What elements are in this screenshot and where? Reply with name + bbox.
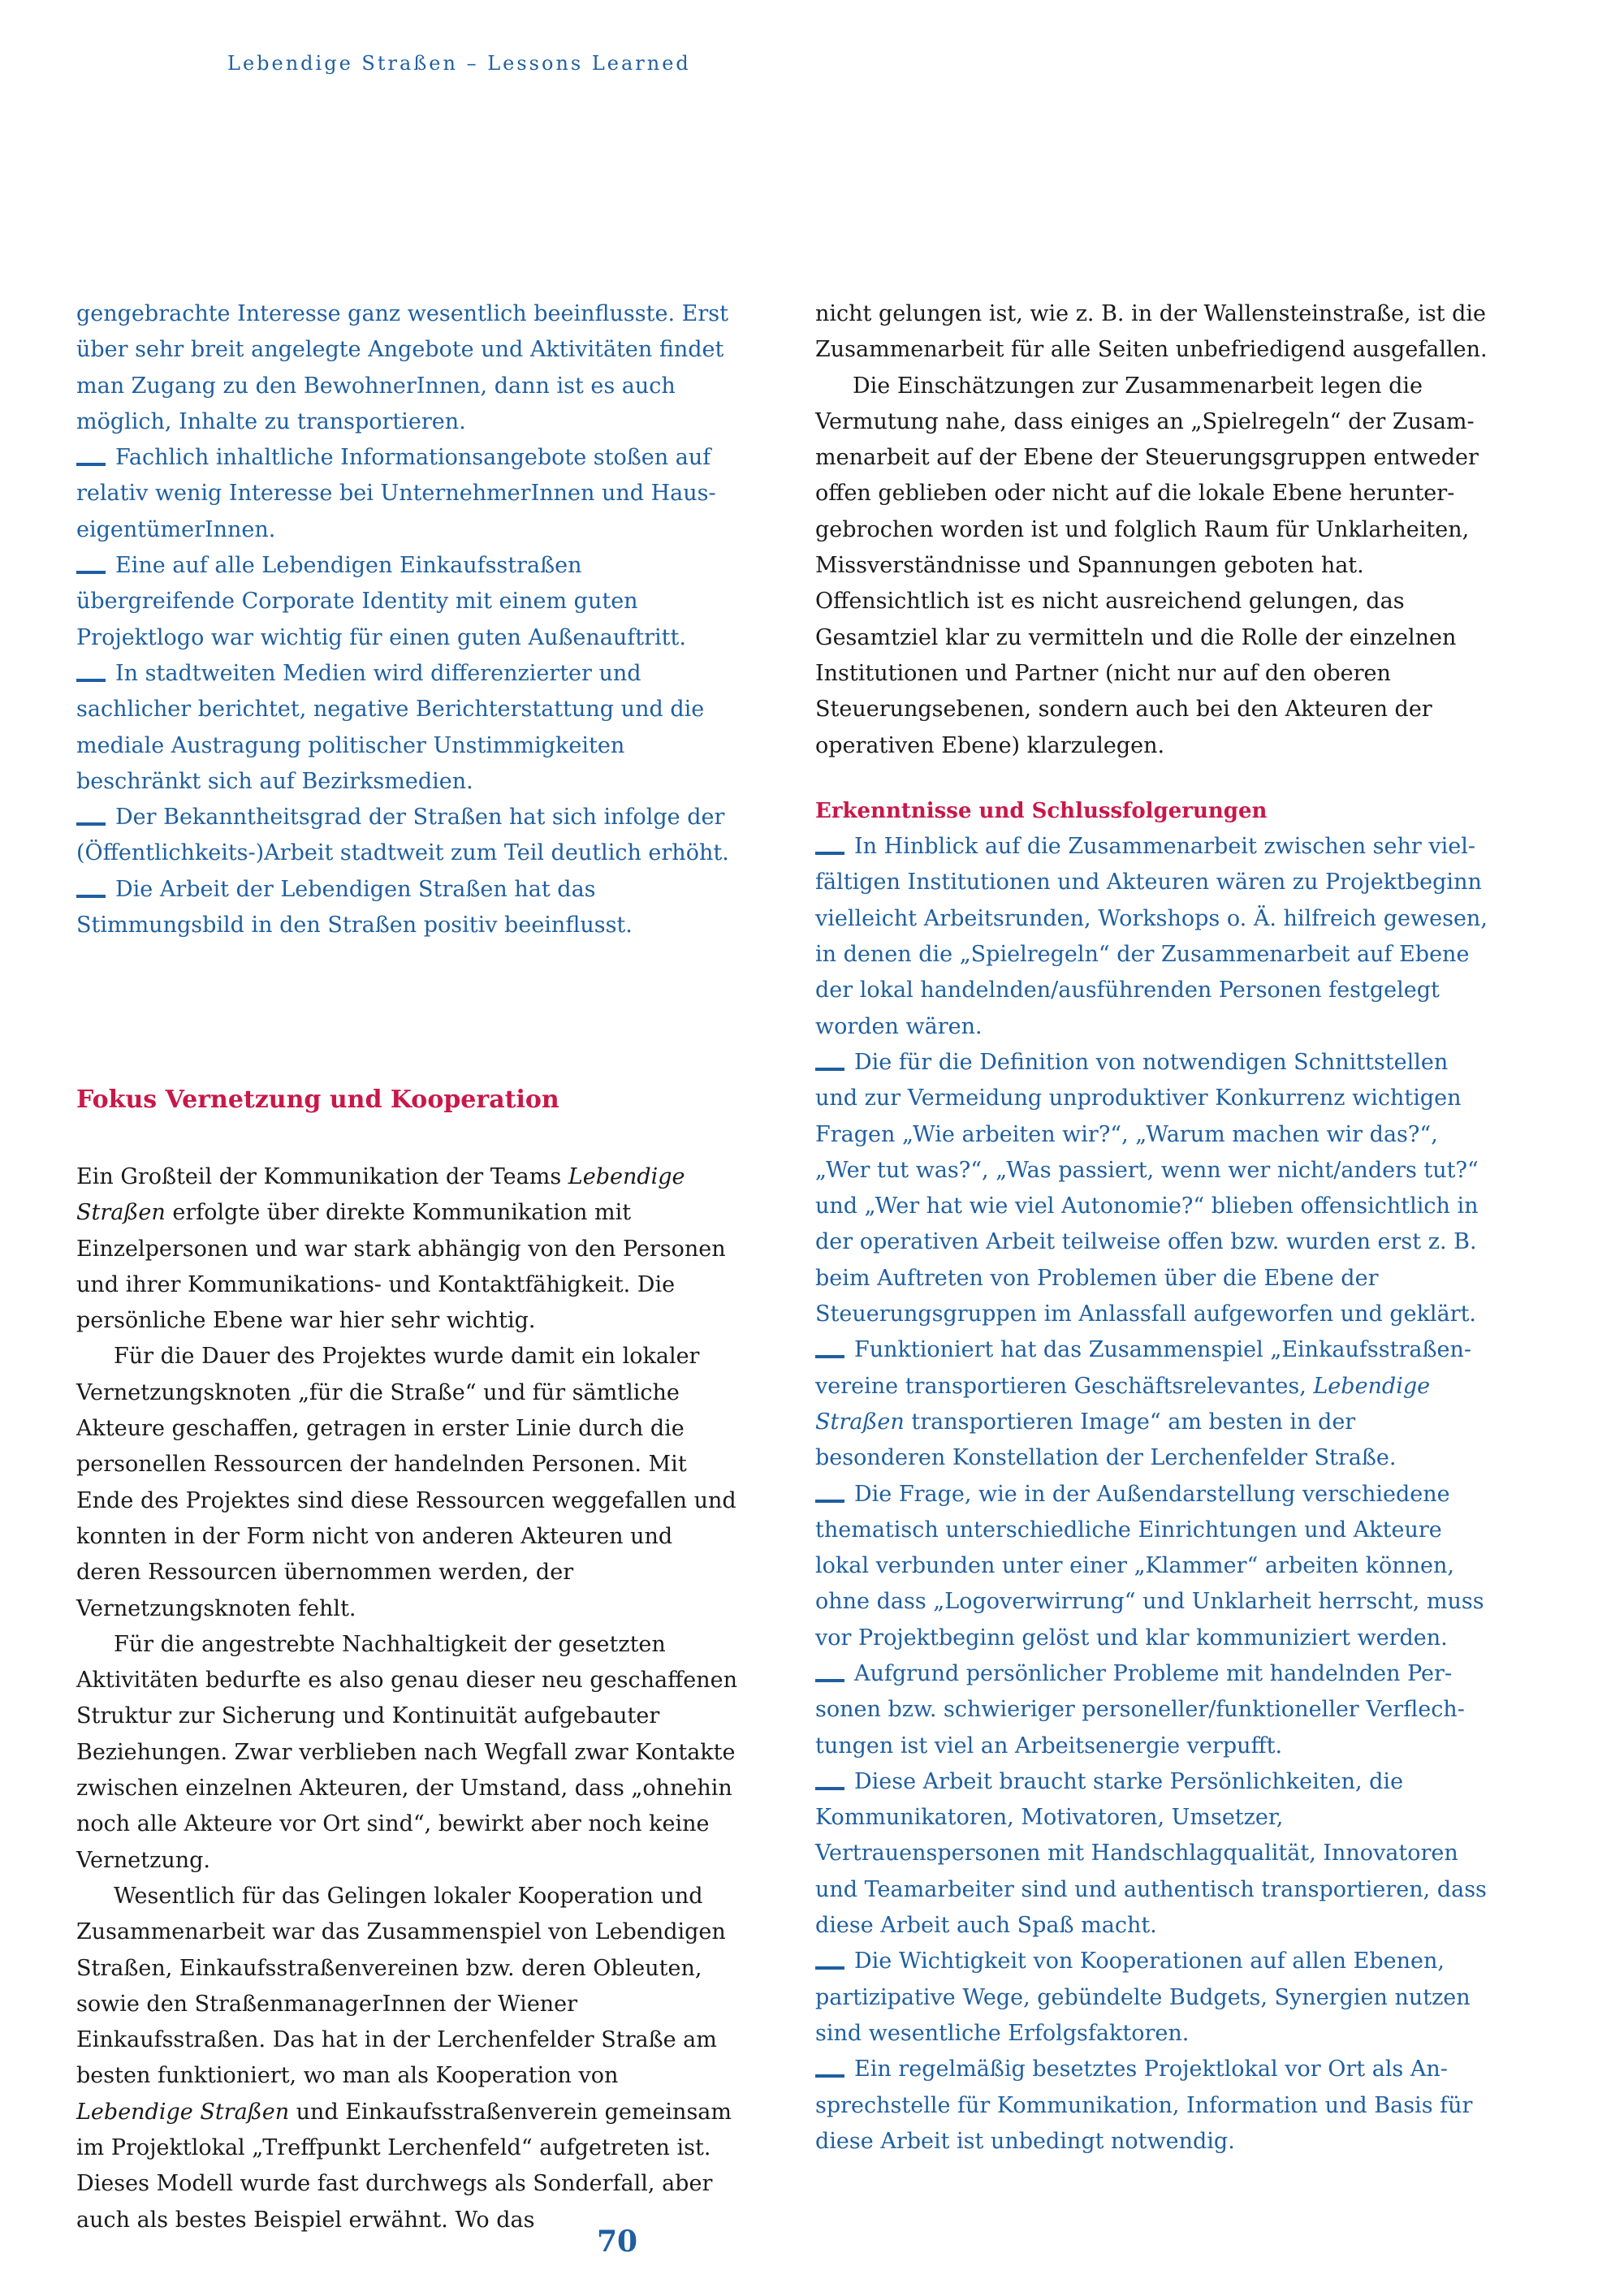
list-item: Aufgrund persönlicher Probleme mit handelnden Personen bzw. schwieriger personeller/funktioneller Verflechtungen ist viel an Arbeitsenergie verpufft. (815, 1660, 1465, 1759)
left-column-body (76, 1159, 739, 2238)
dash-bullet-icon (815, 1068, 844, 1071)
dash-bullet-icon (815, 1500, 844, 1503)
dash-bullet-icon (815, 1966, 844, 1970)
body-paragraph: Ein Großteil der Kommunikation der Teams Lebendige Straßen erfolgte über direkte Kommunikation mit Einzelpersonen und war stark abhängig von den Personen und ihrer Kommunikations- und Kontaktfähigkeit. Die persönliche Ebene war hier sehr wichtig. (76, 1164, 726, 1334)
list-item: Die Frage, wie in der Außendarstellung verschiedene thematisch unterschiedliche Einrichtungen und Akteure lokal verbunden unter einer „Klammer“ arbeiten können, ohne dass „Logoverwirrung“ und Unklarheit herrscht, muss vor Projektbeginn gelöst und klar kommuniziert werden. (815, 1481, 1484, 1651)
dash-bullet-icon (76, 571, 106, 574)
dash-bullet-icon (76, 895, 106, 898)
running-head: Lebendige Straßen – Lessons Learned (227, 52, 691, 75)
dash-bullet-icon (815, 1787, 844, 1790)
body-paragraph: nicht gelungen ist, wie z. B. in der Wallensteinstraße, ist die Zusammenarbeit für alle Seiten unbefriedigend ausgefallen. (815, 301, 1488, 363)
section-title: Fokus Vernetzung und Kooperation (76, 1085, 559, 1114)
right-column (815, 296, 1488, 2160)
list-item: Funktioniert hat das Zusammenspiel „Einkaufsstraßenvereine transportieren Geschäftsrelevantes, Lebendige Straßen transportieren Image“ am besten in der besonderen Konstellation der Lerchenfelder Straße. (815, 1337, 1471, 1471)
dash-bullet-icon (815, 2074, 844, 2078)
list-item: Fachlich inhaltliche Informationsangebote stoßen auf relativ wenig Interesse bei UnternehmerInnen und HauseigentümerInnen. (76, 445, 716, 542)
list-item: In Hinblick auf die Zusammenarbeit zwischen sehr vielfältigen Institutionen und Akteuren wären zu Projektbeginn vielleicht Arbeitsrunden, Workshops o. Ä. hilfreich gewesen, in denen die „Spielregeln“ der Zusammenarbeit auf Ebene der lokal handelnden/ausführenden Personen festgelegt worden wären. (815, 834, 1488, 1039)
list-item: Die für die Definition von notwendigen Schnittstellen und zur Vermeidung unproduktiver Konkurrenz wichtigen Fragen „Wie arbeiten wir?“, „Warum machen wir das?“, „Wer tut was?“, „Was passiert, wenn wer nicht/anders tut?“ und „Wer hat wie viel Autonomie?“ blieben offensichtlich in der operativen Arbeit teilweise offen bzw. wurden erst z. B. beim Auftreten von Problemen über die Ebene der Steuerungsgruppen im Anlassfall aufgeworfen und geklärt. (815, 1049, 1479, 1327)
list-item: Eine auf alle Lebendigen Einkaufsstraßen übergreifende Corporate Identity mit einem guten Projektlogo war wichtig für einen guten Außenauftritt. (76, 553, 686, 650)
subheading: Erkenntnisse und Schlussfolgerungen (815, 798, 1268, 823)
dash-bullet-icon (815, 1679, 844, 1682)
list-item: Die Wichtigkeit von Kooperationen auf allen Ebenen, partizipative Wege, gebündelte Budgets, Synergien nutzen sind wesentliche Erfolgsfaktoren. (815, 1949, 1471, 2046)
conclusions-list (815, 829, 1488, 2160)
body-paragraph: Für die Dauer des Projektes wurde damit ein lokaler Vernetzungsknoten „für die Straße“ und für sämtliche Akteure geschaffen, getragen in erster Linie durch die personellen Ressourcen der handelnden Personen. Mit Ende des Projektes sind diese Ressourcen weggefallen und konnten in der Form nicht von anderen Akteuren und deren Ressourcen übernommen werden, der Vernetzungsknoten fehlt. (76, 1344, 736, 1621)
dash-bullet-icon (76, 463, 106, 466)
list-item: Ein regelmäßig besetztes Projektlokal vor Ort als Ansprechstelle für Kommunikation, Information und Basis für diese Arbeit ist unbedingt notwendig. (815, 2056, 1473, 2154)
left-column-top (76, 296, 739, 943)
dash-bullet-icon (76, 822, 106, 826)
list-item: Diese Arbeit braucht starke Persönlichkeiten, die Kommunikatoren, Motivatoren, Umsetzer, Vertrauenspersonen mit Handschlagqualität, Innovatoren und Teamarbeiter sind und authentisch transportieren, dass diese Arbeit auch Spaß macht. (815, 1768, 1487, 1939)
intro-paragraph: gengebrachte Interesse ganz wesentlich beeinflusste. Erst über sehr breit angelegte Angebote und Aktivitäten findet man Zugang zu den BewohnerInnen, dann ist es auch möglich, Inhalte zu transportieren. (76, 301, 728, 434)
dash-bullet-icon (815, 1355, 844, 1358)
list-item: Die Arbeit der Lebendigen Straßen hat das Stimmungsbild in den Straßen positiv beeinflusst. (76, 876, 633, 939)
list-item: In stadtweiten Medien wird differenzierter und sachlicher berichtet, negative Berichterstattung und die mediale Austragung politischer Unstimmigkeiten beschränkt sich auf Bezirksmedien. (76, 660, 705, 794)
dash-bullet-icon (815, 852, 844, 855)
body-paragraph: Die Einschätzungen zur Zusammenarbeit legen die Vermutung nahe, dass einiges an „Spielregeln“ der Zusammenarbeit auf der Ebene der Steuerungsgruppen entweder offen geblieben oder nicht auf die lokale Ebene heruntergebrochen worden ist und folglich Raum für Unklarheiten, Missverständnisse und Spannungen geboten hat. Offensichtlich ist es nicht ausreichend gelungen, das Gesamtziel klar zu vermitteln und die Rolle der einzelnen Institutionen und Partner (nicht nur auf den oberen Steuerungsebenen, sondern auch bei den Akteuren der operativen Ebene) klarzulegen. (815, 373, 1479, 758)
list-item: Der Bekanntheitsgrad der Straßen hat sich infolge der (Öffentlichkeits-)Arbeit stadtweit zum Teil deutlich erhöht. (76, 805, 729, 866)
dash-bullet-icon (76, 679, 106, 682)
page-number: 70 (596, 2225, 638, 2259)
body-paragraph: Für die angestrebte Nachhaltigkeit der gesetzten Aktivitäten bedurfte es also genau dieser neu geschaffenen Struktur zur Sicherung und Kontinuität aufgebauter Beziehungen. Zwar verblieben nach Wegfall zwar Kontakte zwischen einzelnen Akteuren, der Umstand, dass „ohnehin noch alle Akteure vor Ort sind“, bewirkt aber noch keine Vernetzung. (76, 1631, 737, 1873)
body-paragraph: Wesentlich für das Gelingen lokaler Kooperation und Zusammenarbeit war das Zusammenspiel von Lebendigen Straßen, Einkaufsstraßenvereinen bzw. deren Obleuten, sowie den StraßenmanagerInnen der Wiener Einkaufsstraßen. Das hat in der Lerchenfelder Straße am besten funktioniert, wo man als Kooperation von Lebendige Straßen und Einkaufsstraßenverein gemeinsam im Projektlokal „Treffpunkt Lerchenfeld“ aufgetreten ist. Dieses Modell wurde fast durchwegs als Sonderfall, aber auch als bestes Beispiel erwähnt. Wo das (76, 1883, 732, 2233)
